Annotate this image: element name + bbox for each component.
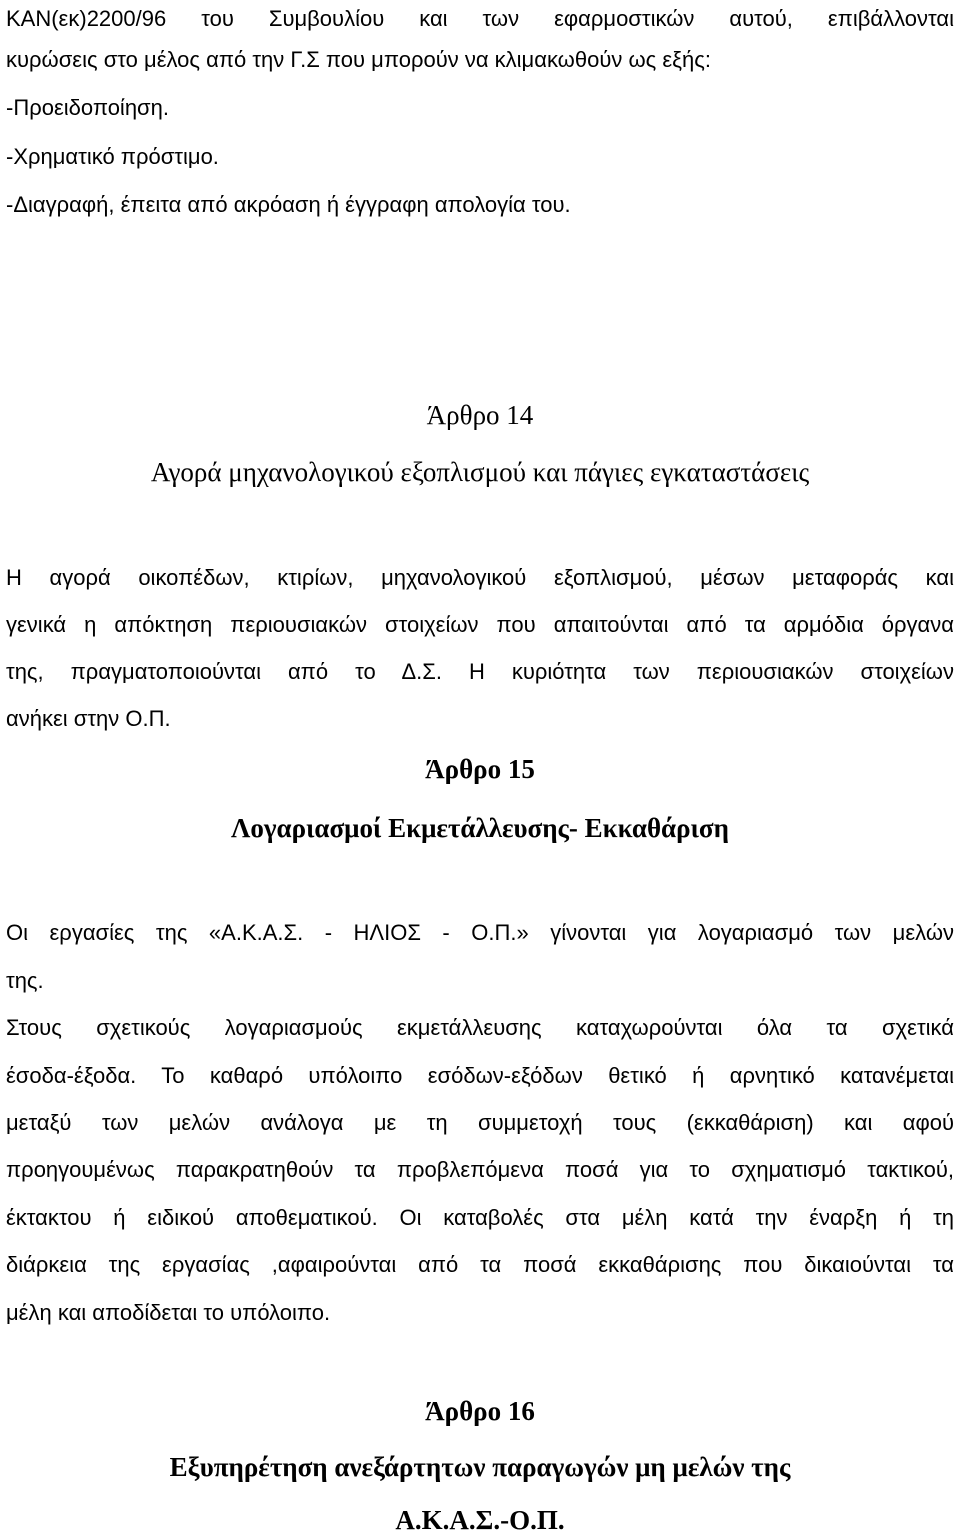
article-15-line-8: διάρκεια της εργασίας ,αφαιρούνται από τα ποσά εκκαθάρισης που δικαιούνται τα	[6, 1252, 954, 1277]
article-15-line-1: Οι εργασίες της «Α.Κ.Α.Σ. - ΗΛΙΟΣ - Ο.Π.» γίνονται για λογαριασμό των μελών	[6, 920, 954, 945]
article-15-title: Λογαριασμοί Εκμετάλλευσης- Εκκαθάριση	[231, 813, 729, 843]
article-16-title-line-2: Α.Κ.Α.Σ.-Ο.Π.	[395, 1505, 565, 1535]
intro-line-2: κυρώσεις στο μέλος από την Γ.Σ που μπορούν να κλιμακωθούν ως εξής:	[6, 47, 711, 72]
article-14-number: Άρθρο 14	[426, 400, 534, 430]
article-15-number: Άρθρο 15	[425, 754, 535, 784]
article-14-line-2: γενικά η απόκτηση περιουσιακών στοιχείων που απαιτούνται από τα αρμόδια όργανα	[6, 612, 954, 637]
article-16-number: Άρθρο 16	[425, 1396, 535, 1426]
article-14-line-1: Η αγορά οικοπέδων, κτιρίων, μηχανολογικού εξοπλισμού, μέσων μεταφοράς και	[6, 565, 954, 590]
intro-list-item-warning: -Προειδοποίηση.	[6, 95, 169, 120]
article-15-line-7: έκτακτου ή ειδικού αποθεματικού. Οι καταβολές στα μέλη κατά την έναρξη ή τη	[6, 1205, 954, 1230]
article-14-title: Αγορά μηχανολογικού εξοπλισμού και πάγιες εγκαταστάσεις	[150, 457, 810, 487]
intro-list-item-fine: -Χρηματικό πρόστιμο.	[6, 144, 219, 169]
article-14-line-4: ανήκει στην Ο.Π.	[6, 706, 171, 731]
article-15-line-4: έσοδα-έξοδα. Το καθαρό υπόλοιπο εσόδων-εξόδων θετικό ή αρνητικό κατανέμεται	[6, 1063, 954, 1088]
intro-list-item-removal: -Διαγραφή, έπειτα από ακρόαση ή έγγραφη απολογία του.	[6, 192, 571, 217]
article-15-line-3: Στους σχετικούς λογαριασμούς εκμετάλλευσης καταχωρούνται όλα τα σχετικά	[6, 1015, 954, 1040]
article-14-line-3: της, πραγματοποιούνται από το Δ.Σ. Η κυριότητα των περιουσιακών στοιχείων	[6, 659, 954, 684]
article-15-line-5: μεταξύ των μελών ανάλογα με τη συμμετοχή τους (εκκαθάριση) και αφού	[6, 1110, 954, 1135]
article-15-line-6: προηγουμένως παρακρατηθούν τα προβλεπόμενα ποσά για το σχηματισμό τακτικού,	[6, 1157, 954, 1182]
intro-line-1: ΚΑΝ(εκ)2200/96 του Συμβουλίου και των εφαρμοστικών αυτού, επιβάλλονται	[6, 6, 954, 31]
article-16-title-line-1: Εξυπηρέτηση ανεξάρτητων παραγωγών μη μελών της	[169, 1452, 791, 1482]
article-15-line-9: μέλη και αποδίδεται το υπόλοιπο.	[6, 1300, 331, 1325]
article-15-line-2: της.	[6, 968, 44, 993]
